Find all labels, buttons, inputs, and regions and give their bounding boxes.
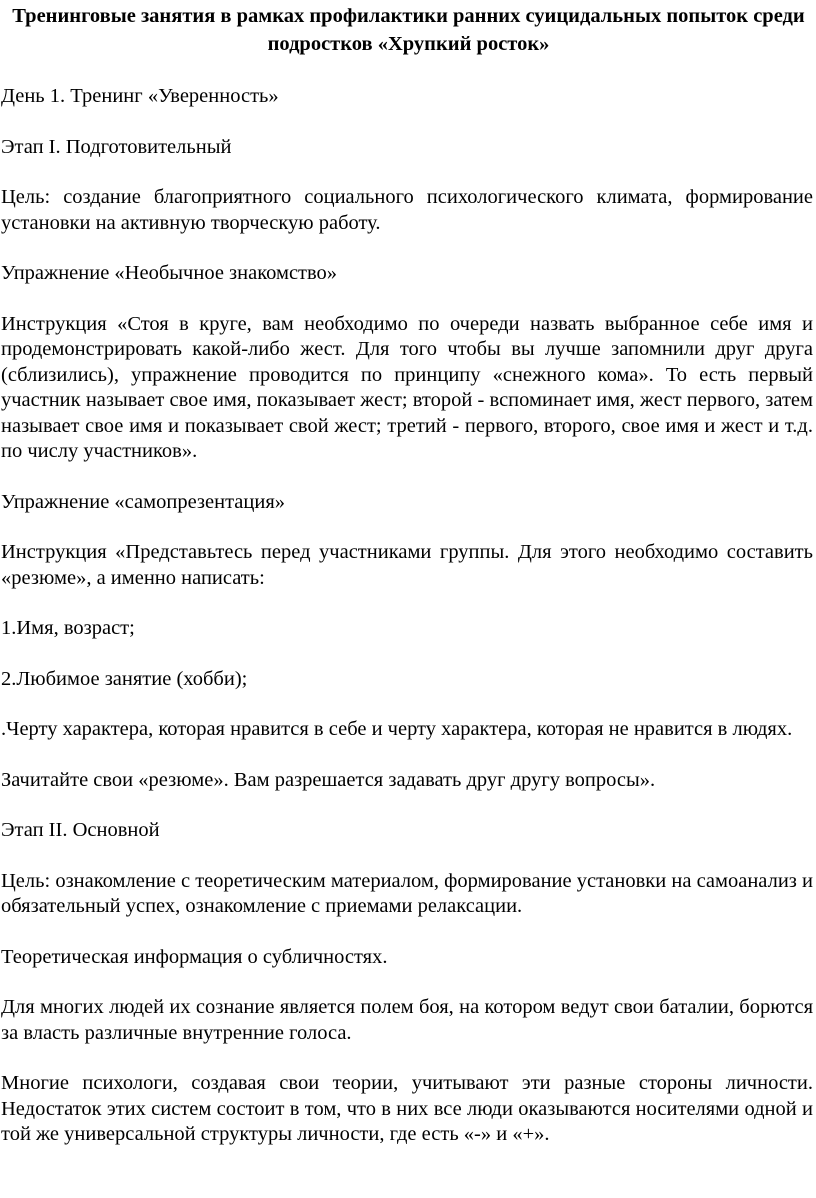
list-item-3: .Черту характера, которая нравится в себе и черту характера, которая не нравится в людях. bbox=[1, 718, 793, 740]
exercise-1-instruction: Инструкция «Стоя в круге, вам необходимо по очереди назвать выбранное себе имя и продемонстрировать какой-либо жест. Для того чтобы вы лучше запомнили друг друга (сблизились), упражнение проводится по принципу «снежного кома». То есть первый участник называет свое имя, показывает жест; второй - вспоминает имя, жест первого, затем называет свое имя и показывает свой жест; третий - первого, второго, свое имя и жест и т.д. по числу участников». bbox=[1, 312, 813, 462]
day-heading: День 1. Тренинг «Уверенность» bbox=[1, 85, 279, 107]
theory-paragraph-2: Многие психологи, создавая свои теории, учитывают эти разные стороны личности. Недостаток этих систем состоит в том, что в них все люди оказываются носителями одной и той же универсальной структуры личности, где есть «-» и «+». bbox=[1, 1072, 813, 1145]
theory-heading: Теоретическая информация о субличностях. bbox=[1, 945, 388, 968]
list-item-1: 1.Имя, возраст; bbox=[1, 617, 135, 639]
exercise-1-heading: Упражнение «Необычное знакомство» bbox=[1, 262, 338, 284]
stage-1-heading: Этап I. Подготовительный bbox=[1, 135, 232, 158]
stage-2-heading: Этап II. Основной bbox=[1, 819, 160, 841]
exercise-2-closing: Зачитайте свои «резюме». Вам разрешается задавать друг другу вопросы». bbox=[1, 768, 656, 791]
exercise-2-heading: Упражнение «самопрезентация» bbox=[1, 490, 286, 513]
stage-2-goal: Цель: ознакомление с теоретическим материалом, формирование установки на самоанализ и обязательный успех, ознакомление с приемами релаксации. bbox=[1, 869, 813, 917]
stage-1-goal: Цель: создание благоприятного социального психологического климата, формирование установки на активную творческую работу. bbox=[1, 186, 813, 234]
exercise-2-instruction: Инструкция «Представьтесь перед участниками группы. Для этого необходимо составить «резюме», а именно написать: bbox=[1, 541, 813, 589]
list-item-2: 2.Любимое занятие (хобби); bbox=[1, 667, 248, 690]
document-title: Тренинговые занятия в рамках профилактики ранних суицидальных попыток среди подростков «Хрупкий росток» bbox=[12, 5, 805, 55]
theory-paragraph-1: Для многих людей их сознание является полем боя, на котором ведут свои баталии, борются за власть различные внутренние голоса. bbox=[1, 996, 813, 1044]
